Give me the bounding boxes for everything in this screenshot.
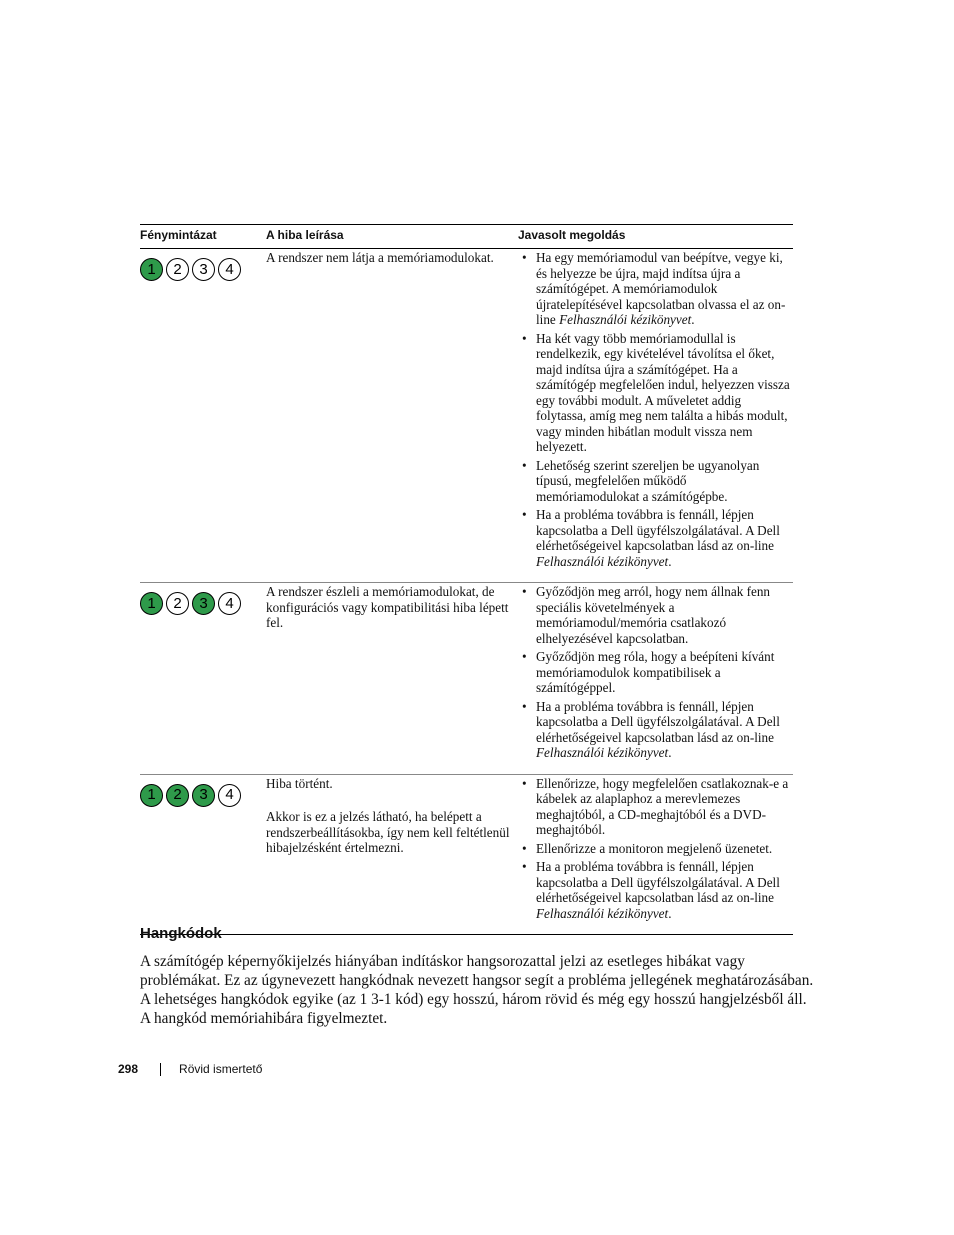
diagnostic-lights bbox=[140, 592, 266, 615]
diagnostic-light-4-icon: 4 bbox=[218, 592, 241, 615]
resolution-text-end: . bbox=[668, 745, 672, 760]
diagnostic-lights-table bbox=[140, 224, 793, 935]
diagnostic-light-4-icon: 4 bbox=[218, 784, 241, 807]
suggested-resolution-cell bbox=[518, 774, 793, 935]
page-number: 298 bbox=[118, 1062, 139, 1076]
resolution-list bbox=[518, 776, 793, 922]
user-guide-reference: Felhasználói kézikönyvet bbox=[536, 905, 669, 921]
diagnostic-light-3-icon: 3 bbox=[192, 592, 215, 615]
resolution-item bbox=[536, 584, 793, 646]
diagnostic-light-3-icon: 3 bbox=[192, 784, 215, 807]
resolution-item bbox=[536, 649, 793, 696]
problem-description-cell bbox=[266, 583, 518, 775]
user-guide-reference: Felhasználói kézikönyvet bbox=[536, 745, 669, 760]
table-row bbox=[140, 583, 793, 775]
problem-description-text: Hiba történt. bbox=[266, 775, 333, 791]
problem-description-text: Akkor is ez a jelzés látható, ha belépett a rendszerbeállításokba, így nem kell feltétlenül hibajelzésként értelmezni. bbox=[266, 809, 510, 855]
resolution-item bbox=[536, 841, 793, 857]
page-footer bbox=[118, 1062, 262, 1076]
diagnostic-lights bbox=[140, 784, 266, 807]
section-body-text: A számítógép képernyőkijelzés hiányában indításkor hangsorozattal jelzi az esetleges hibákat vagy problémákat. Ez az úgynevezett hangkódnak nevezett hangsor segít a probléma jellegének meghatározásában. A lehetséges hangkódok egyike (az 1 3-1 kód) egy hosszú, három rövid és még egy hosszú hangjelzésből áll. A hangkód memóriahibára figyelmeztet. bbox=[140, 953, 814, 1027]
problem-description-text: A rendszer észleli a memóriamodulokat, de konfigurációs vagy kompatibilitási hiba lépett fel. bbox=[266, 584, 509, 630]
light-pattern-cell bbox=[140, 249, 266, 583]
diagnostic-light-2-icon: 2 bbox=[166, 784, 189, 807]
diagnostic-light-4-icon: 4 bbox=[218, 258, 241, 281]
diagnostic-light-2-icon: 2 bbox=[166, 592, 189, 615]
resolution-text-end: . bbox=[691, 312, 695, 327]
suggested-resolution-cell bbox=[518, 583, 793, 775]
diagnostic-light-1-icon: 1 bbox=[140, 784, 163, 807]
section-heading-beep-codes: Hangkódok bbox=[140, 925, 222, 942]
footer-divider bbox=[160, 1063, 161, 1076]
footer-title: Rövid ismertető bbox=[179, 1062, 263, 1076]
diagnostic-light-2-icon: 2 bbox=[166, 258, 189, 281]
resolution-item bbox=[536, 776, 793, 838]
resolution-text: Lehetőség szerint szereljen be ugyanolyan típusú, megfelelően működő memóriamodulokat a számítógépbe. bbox=[536, 457, 760, 504]
resolution-item bbox=[536, 507, 793, 569]
resolution-item bbox=[536, 859, 793, 921]
resolution-text: Ellenőrizze, hogy megfelelően csatlakoznak-e a kábelek az alaplaphoz a merevlemezes meghajtóból, a CD-meghajtóból és a DVD-meghajtóból. bbox=[536, 775, 789, 837]
resolution-text-end: . bbox=[668, 905, 672, 921]
resolution-item bbox=[536, 250, 793, 328]
resolution-text: Ha két vagy több memóriamodullal is rendelkezik, egy kivételével távolítsa el őket, majd indítsa újra a számítógépet. Ha a számítógép megfelelően indul, helyezzen vissza egy további modult. A műveletet addig folytassa, amíg meg nem találta a hibás modult, vagy minden hibátlan modult vissza nem helyezett. bbox=[536, 330, 790, 454]
resolution-text: Ellenőrizze a monitoron megjelenő üzenetet. bbox=[536, 840, 773, 856]
problem-description-cell bbox=[266, 249, 518, 583]
table-header-row bbox=[140, 225, 793, 249]
suggested-resolution-cell bbox=[518, 249, 793, 583]
diagnostic-light-3-icon: 3 bbox=[192, 258, 215, 281]
header-suggested-resolution: Javasolt megoldás bbox=[518, 225, 793, 249]
resolution-list bbox=[518, 584, 793, 761]
header-problem-description: A hiba leírása bbox=[266, 225, 518, 249]
light-pattern-cell bbox=[140, 774, 266, 935]
diagnostic-lights bbox=[140, 258, 266, 281]
user-guide-reference: Felhasználói kézikönyvet bbox=[536, 553, 669, 569]
resolution-text: Ha a probléma továbbra is fennáll, lépjen kapcsolatba a Dell ügyfélszolgálatával. A Dell elérhetőségeivel kapcsolatban lásd az on-line bbox=[536, 507, 780, 553]
table-row bbox=[140, 249, 793, 583]
problem-description-cell bbox=[266, 774, 518, 935]
resolution-text: Győződjön meg arról, hogy nem állnak fenn speciális követelmények a memóriamodul/memória csatlakozó elhelyezésével kapcsolatban. bbox=[536, 584, 771, 646]
table-row bbox=[140, 774, 793, 935]
resolution-text: Győződjön meg róla, hogy a beépíteni kívánt memóriamodulok kompatibilisek a számítógéppel. bbox=[536, 649, 775, 695]
diagnostic-light-1-icon: 1 bbox=[140, 258, 163, 281]
problem-description-text: A rendszer nem látja a memóriamodulokat. bbox=[266, 250, 494, 265]
resolution-list bbox=[518, 250, 793, 569]
user-guide-reference: Felhasználói kézikönyvet bbox=[559, 312, 692, 327]
diagnostic-light-1-icon: 1 bbox=[140, 592, 163, 615]
resolution-text: Ha a probléma továbbra is fennáll, lépjen kapcsolatba a Dell ügyfélszolgálatával. A Dell elérhetőségeivel kapcsolatban lásd az on-line bbox=[536, 859, 780, 905]
resolution-item bbox=[536, 699, 793, 761]
resolution-text-end: . bbox=[668, 553, 672, 569]
resolution-text: Ha egy memóriamodul van beépítve, vegye ki, és helyezze be újra, majd indítsa újra a számítógépet. A memóriamodulok újratelepítésével kapcsolatban olvassa el az on-line bbox=[536, 250, 786, 327]
resolution-item bbox=[536, 331, 793, 455]
light-pattern-cell bbox=[140, 583, 266, 775]
resolution-text: Ha a probléma továbbra is fennáll, lépjen kapcsolatba a Dell ügyfélszolgálatával. A Dell elérhetőségeivel kapcsolatban lásd az on-line bbox=[536, 698, 780, 745]
header-light-pattern: Fénymintázat bbox=[140, 225, 266, 249]
resolution-item bbox=[536, 458, 793, 505]
